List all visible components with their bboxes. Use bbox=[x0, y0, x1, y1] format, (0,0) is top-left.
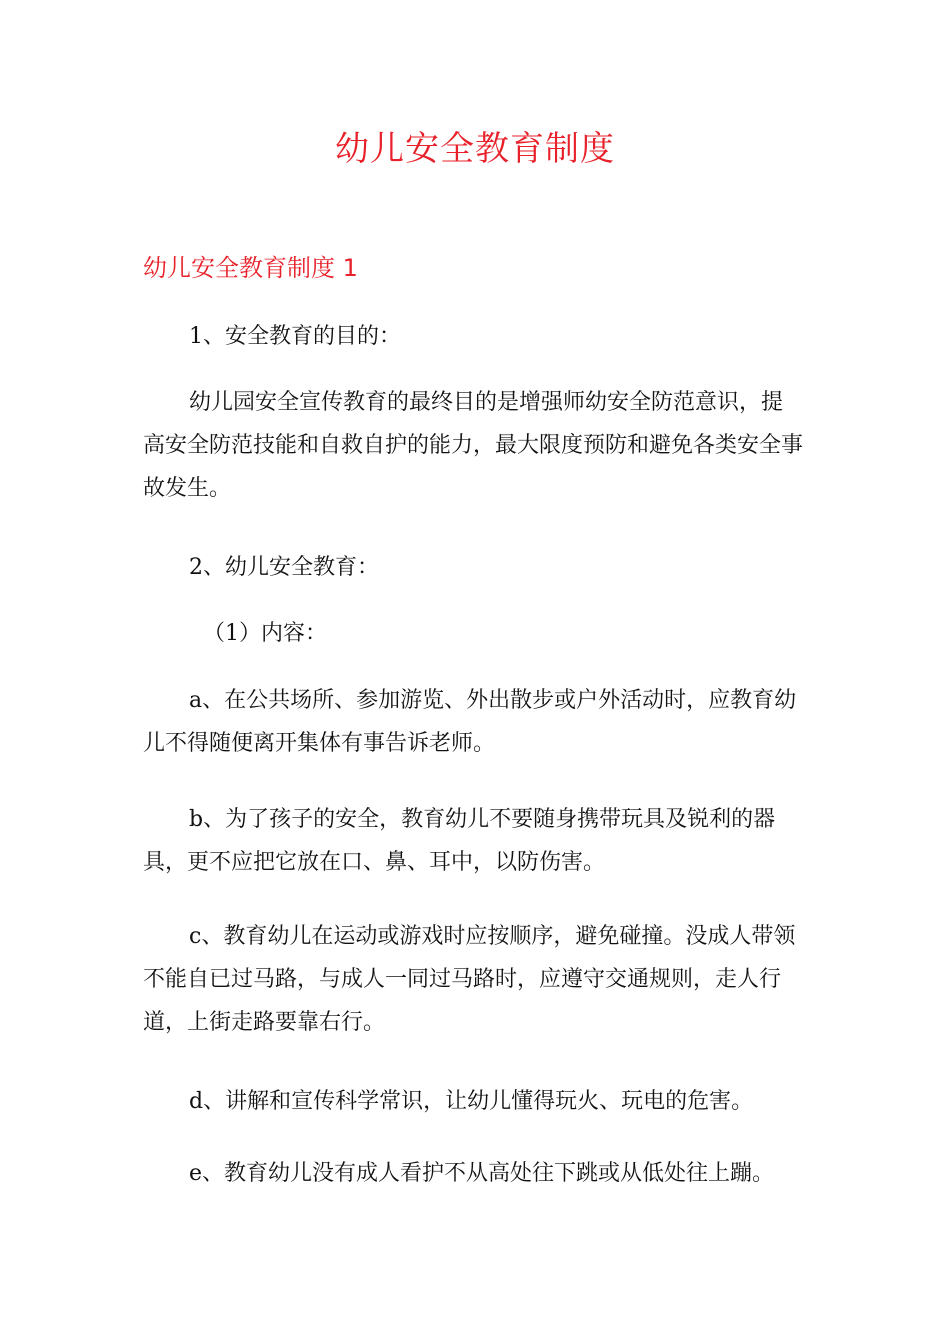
paragraph-purpose-heading: 1、安全教育的目的： bbox=[189, 324, 401, 349]
paragraph-item-a: a、在公共场所、参加游览、外出散步或户外活动时，应教育幼儿不得随便离开集体有事告诉老师。 bbox=[143, 688, 797, 756]
paragraph-content-heading: （1）内容： bbox=[203, 621, 327, 646]
paragraph-item-d: d、讲解和宣传科学常识，让幼儿懂得玩火、玩电的危害。 bbox=[189, 1089, 754, 1114]
paragraph-education-heading: 2、幼儿安全教育： bbox=[189, 555, 379, 580]
paragraph-purpose-body: 幼儿园安全宣传教育的最终目的是增强师幼安全防范意识，提高安全防范技能和自救自护的能力，最大限度预防和避免各类安全事故发生。 bbox=[143, 390, 804, 501]
paragraph-item-b: b、为了孩子的安全，教育幼儿不要随身携带玩具及锐利的器具，更不应把它放在口、鼻、耳中，以防伤害。 bbox=[143, 807, 776, 875]
section-heading: 幼儿安全教育制度 1 bbox=[143, 254, 358, 282]
paragraph-item-c: c、教育幼儿在运动或游戏时应按顺序，避免碰撞。没成人带领不能自已过马路，与成人一同过马路时，应遵守交通规则，走人行道，上街走路要靠右行。 bbox=[143, 924, 796, 1035]
document-title: 幼儿安全教育制度 bbox=[335, 129, 615, 169]
paragraph-item-e: e、教育幼儿没有成人看护不从高处往下跳或从低处往上蹦。 bbox=[189, 1161, 775, 1186]
